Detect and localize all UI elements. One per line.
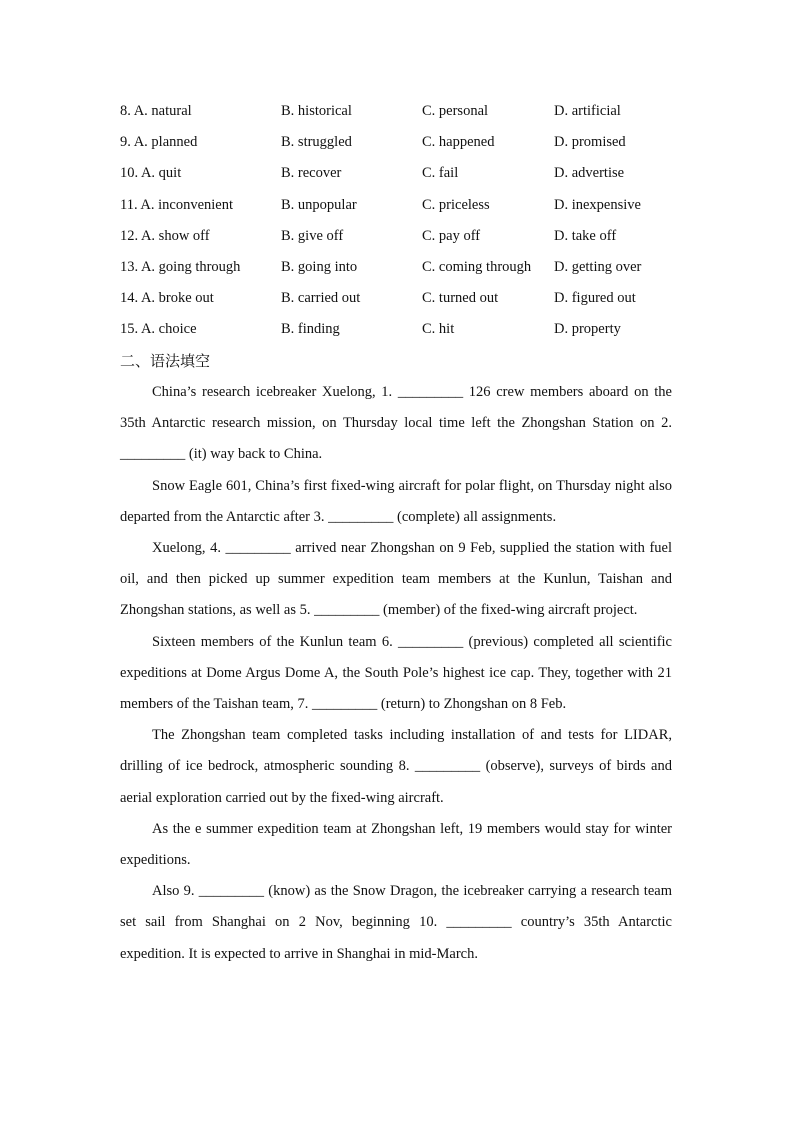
option-row-14 [120,283,680,314]
option-row-12 [120,221,680,252]
option-row-13 [120,252,680,283]
option-d: D. advertise [554,165,625,182]
option-b: B. struggled [281,134,352,151]
option-a: 8. A. natural [120,103,192,119]
option-d: D. figured out [554,290,636,307]
option-c: C. fail [422,165,459,182]
option-d: D. take off [554,227,617,244]
option-b: B. recover [281,165,342,182]
option-a: 14. A. broke out [120,290,214,307]
option-c: C. hit [422,321,455,338]
option-b: B. carried out [281,290,361,307]
option-row-9 [120,127,680,158]
grammar-fill-passage [120,377,672,970]
section-title: 二、语法填空 [120,352,211,370]
option-d: D. promised [554,134,626,151]
option-row-11 [120,190,680,221]
option-c: C. turned out [422,290,499,307]
passage-paragraph: China’s research icebreaker Xuelong, 1. _________ 126 crew members aboard on the 35th Antarctic research mission, on Thursday local time left the Zhongshan Station on 2. _________ (it) way back to China. [120,384,672,463]
option-b: B. finding [281,321,340,338]
option-row-8 [120,96,680,127]
option-b: B. unpopular [281,196,357,213]
passage-paragraph: The Zhongshan team completed tasks including installation of and tests for LIDAR, drilling of ice bedrock, atmospheric sounding 8. _________ (observe), surveys of birds and aerial exploration carried out by the fixed-wing aircraft. [120,727,672,806]
passage-paragraph: Sixteen members of the Kunlun team 6. _________ (previous) completed all scientific expeditions at Dome Argus Dome A, the South Pole’s highest ice cap. They, together with 21 members of the Taishan team, 7. _________ (return) to Zhongshan on 8 Feb. [120,633,672,713]
passage-paragraph: Also 9. _________ (know) as the Snow Dragon, the icebreaker carrying a research team set sail from Shanghai on 2 Nov, beginning 10. _________ country’s 35th Antarctic expedition. It is expected to arrive in Shanghai in mid-March. [120,883,672,962]
passage-paragraph: Snow Eagle 601, China’s first fixed-wing aircraft for polar flight, on Thursday night also departed from the Antarctic after 3. _________ (complete) all assignments. [120,477,672,525]
option-a: 12. A. show off [120,227,210,244]
cloze-options-table [120,96,680,346]
option-c: C. personal [422,103,489,119]
option-a: 15. A. choice [120,321,197,338]
option-b: B. historical [281,103,352,119]
option-c: C. pay off [422,227,481,244]
option-d: D. inexpensive [554,196,641,213]
option-a: 13. A. going through [120,258,241,275]
option-a: 9. A. planned [120,134,198,151]
option-a: 10. A. quit [120,165,182,182]
option-row-15 [120,314,680,345]
option-b: B. give off [281,227,344,244]
option-d: D. getting over [554,258,642,275]
option-c: C. coming through [422,258,532,275]
option-c: C. priceless [422,196,490,213]
option-row-10 [120,158,680,189]
option-a: 11. A. inconvenient [120,196,234,213]
option-d: D. property [554,321,621,338]
option-d: D. artificial [554,103,621,119]
passage-paragraph: As the e summer expedition team at Zhongshan left, 19 members would stay for winter expeditions. [120,820,672,869]
passage-paragraph: Xuelong, 4. _________ arrived near Zhongshan on 9 Feb, supplied the station with fuel oil, and then picked up summer expedition team members at the Kunlun, Taishan and Zhongshan stations, as well as 5. _________ (member) of the fixed-wing aircraft project. [120,540,672,619]
option-c: C. happened [422,134,495,151]
option-b: B. going into [281,258,358,275]
